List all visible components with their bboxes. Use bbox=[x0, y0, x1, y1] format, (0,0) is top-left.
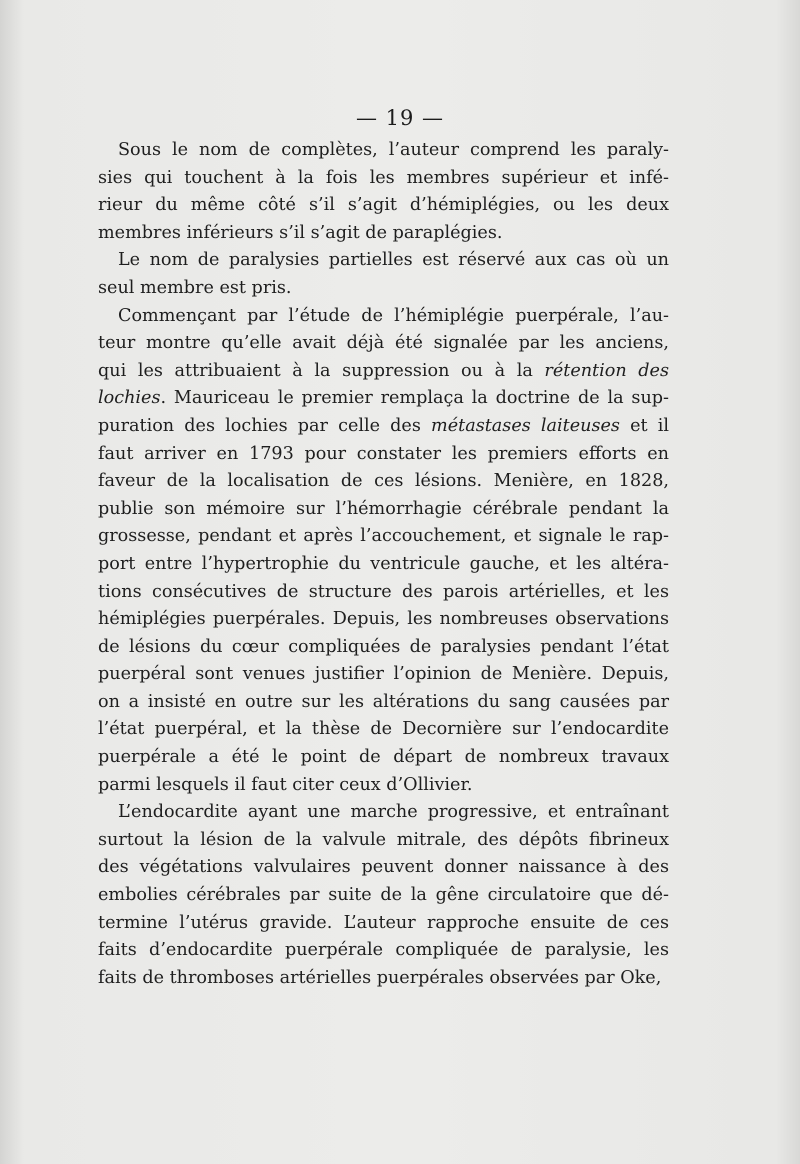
text-line: grossesse, pendant et après l’accouchement, et signale le rap- bbox=[98, 526, 669, 547]
text-line: l’état puerpéral, et la thèse de Decornière sur l’endocardite bbox=[98, 719, 669, 740]
text-line: rieur du même côté s’il s’agit d’hémiplégies, ou les deux bbox=[98, 195, 669, 216]
text-line: sies qui touchent à la fois les membres supérieur et infé- bbox=[98, 167, 669, 188]
text-line: parmi lesquels il faut citer ceux d’Ollivier. bbox=[98, 774, 473, 795]
text-line: seul membre est pris. bbox=[98, 277, 292, 298]
body-text bbox=[98, 137, 669, 992]
text-line bbox=[98, 385, 669, 413]
text-line bbox=[98, 413, 669, 441]
text-line: faut arriver en 1793 pour constater les premiers efforts en bbox=[98, 443, 669, 464]
text-line: puerpéral sont venues justifier l’opinion de Menière. Depuis, bbox=[98, 664, 669, 685]
text-line: L’endocardite ayant une marche progressive, et entraînant bbox=[118, 802, 669, 823]
text-line: des végétations valvulaires peuvent donner naissance à des bbox=[98, 857, 669, 878]
text-segment: et il bbox=[619, 415, 670, 436]
text-line: de lésions du cœur compliquées de paralysies pendant l’état bbox=[98, 636, 669, 657]
text-line bbox=[98, 358, 669, 386]
text-line: Le nom de paralysies partielles est réservé aux cas où un bbox=[118, 250, 669, 271]
text-line: surtout la lésion de la valvule mitrale, des dépôts fibrineux bbox=[98, 829, 669, 850]
text-line: publie son mémoire sur l’hémorrhagie cérébrale pendant la bbox=[98, 498, 669, 519]
paragraph bbox=[98, 303, 669, 800]
text-line: teur montre qu’elle avait déjà été signalée par les anciens, bbox=[98, 333, 669, 354]
text-line: port entre l’hypertrophie du ventricule gauche, et les altéra- bbox=[98, 553, 669, 574]
text-line: hémiplégies puerpérales. Depuis, les nombreuses observations bbox=[98, 609, 669, 630]
text-line: membres inférieurs s’il s’agit de paraplégies. bbox=[98, 222, 503, 243]
text-line: puerpérale a été le point de départ de nombreux travaux bbox=[98, 747, 669, 768]
text-line: faits d’endocardite puerpérale compliquée de paralysie, les bbox=[98, 940, 669, 961]
italic-text: métastases laiteuses bbox=[431, 415, 620, 436]
paragraph bbox=[98, 137, 669, 247]
text-segment: puration des lochies par celle des bbox=[98, 415, 432, 436]
text-line: tions consécutives de structure des parois artérielles, et les bbox=[98, 581, 669, 602]
text-line: Sous le nom de complètes, l’auteur comprend les paraly- bbox=[118, 140, 669, 160]
paragraph bbox=[98, 799, 669, 992]
paragraph bbox=[98, 247, 669, 302]
text-line: embolies cérébrales par suite de la gêne circulatoire que dé- bbox=[98, 885, 669, 906]
page-number: — 19 — bbox=[355, 106, 445, 130]
text-line: on a insisté en outre sur les altérations du sang causées par bbox=[98, 691, 669, 712]
italic-text: lochies bbox=[98, 388, 161, 409]
text-line: termine l’utérus gravide. L’auteur rapproche ensuite de ces bbox=[98, 912, 669, 933]
text-line: faveur de la localisation de ces lésions. Menière, en 1828, bbox=[98, 471, 669, 492]
text-segment: qui les attribuaient à la suppression ou à la bbox=[98, 360, 545, 381]
text-segment: . Mauriceau le premier remplaça la doctrine de la sup- bbox=[160, 388, 669, 409]
text-line: faits de thromboses artérielles puerpérales observées par Oke, bbox=[98, 967, 662, 988]
text-line: Commençant par l’étude de l’hémiplégie puerpérale, l’au- bbox=[118, 305, 669, 326]
italic-text: rétention des bbox=[544, 360, 669, 381]
